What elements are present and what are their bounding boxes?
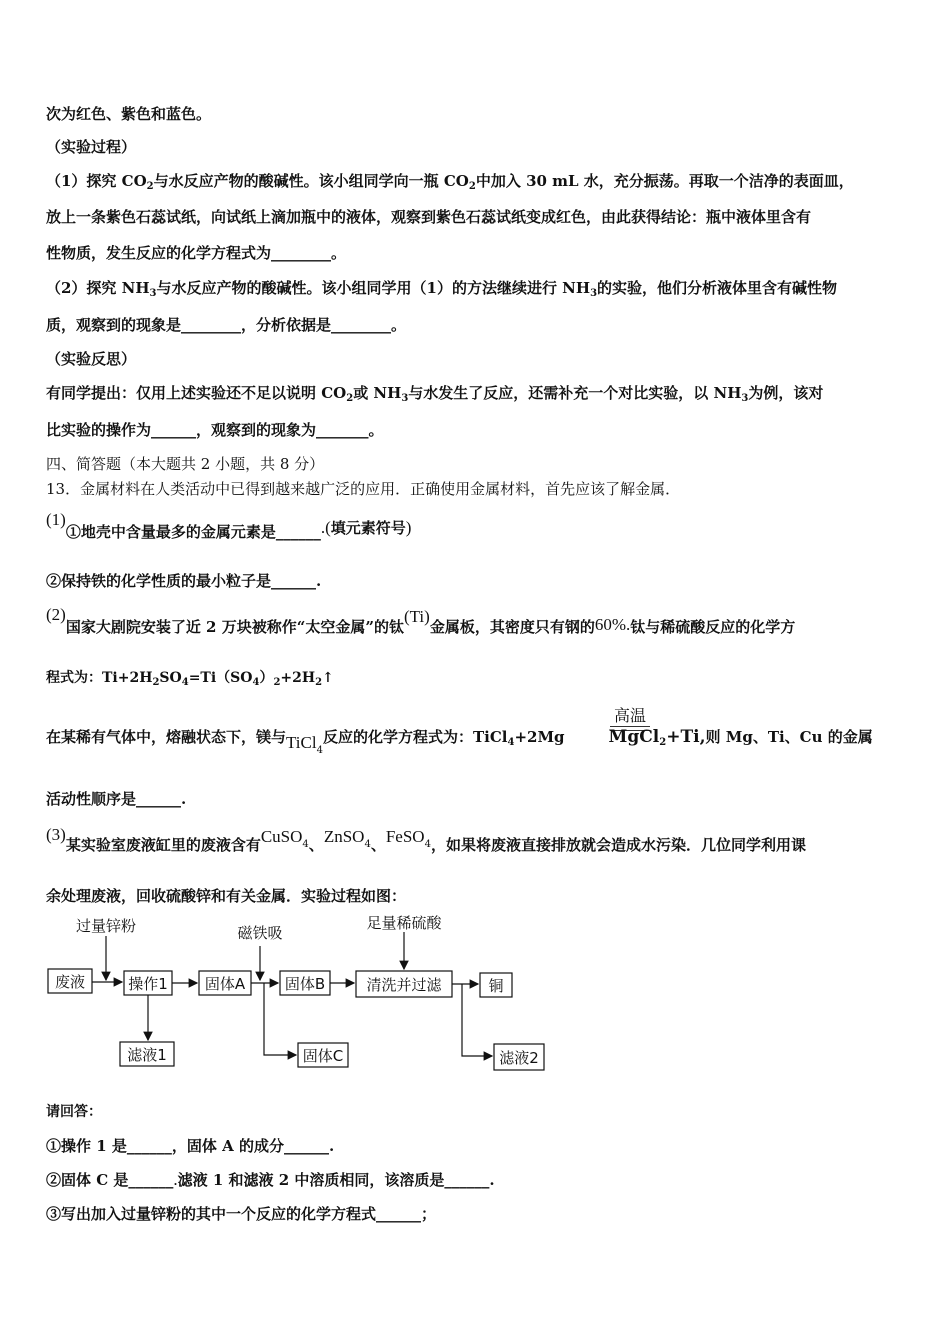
subscript: 2 (273, 677, 281, 688)
subscript: 3 (401, 393, 409, 404)
formula: ZnSO (323, 827, 365, 846)
text: （2）探究 NH (46, 279, 150, 297)
label-waste: 废液 (54, 973, 86, 991)
text: 与水反应产物的酸碱性。该小组同学向一瓶 CO (153, 172, 469, 190)
subscript: 2 (315, 677, 323, 688)
formula: +Ti, (666, 727, 706, 747)
subscript: 3 (590, 288, 598, 299)
label-solid-c: 固体C (302, 1047, 344, 1065)
reaction-condition: 高温 (613, 708, 646, 725)
text: 为例，该对 (748, 384, 824, 402)
ti-equation (46, 668, 334, 688)
label-filtrate1: 滤液1 (127, 1046, 167, 1064)
answer-1 (46, 1136, 334, 1156)
line-equation-blank (46, 243, 346, 263)
text: （实验反思） (46, 350, 137, 368)
text: 放上一条紫色石蕊试纸，向试纸上滴加瓶中的液体，观察到紫色石蕊试纸变成红色，由此获得结论：瓶中液体里含有 (46, 208, 812, 226)
text: (2) (46, 605, 66, 624)
text: ) (405, 518, 412, 537)
text: 60%. (594, 615, 631, 634)
q13-part1-2 (46, 571, 321, 591)
q13-part2 (46, 605, 796, 636)
text: 反应的化学方程式为：TiCl (322, 728, 508, 746)
text: 则 Mg、Ti、Cu 的金属 (705, 728, 873, 746)
text: 质，观察到的现象是________，分析依据是________。 (46, 316, 407, 334)
label-filtrate2: 滤液2 (499, 1049, 539, 1067)
line-phenomenon (46, 315, 406, 335)
text: 、 (308, 836, 324, 854)
subscript: 2 (346, 393, 354, 404)
text: ②固体 C 是______ (46, 1171, 174, 1189)
subscript: 2 (468, 181, 476, 192)
subscript: 4 (424, 839, 431, 850)
text: 与水反应产物的酸碱性。该小组同学用（1）的方法继续进行 NH (156, 279, 591, 297)
answer-3 (46, 1204, 436, 1224)
subscript: 4 (316, 745, 323, 756)
text: 比实验的操作为______，观察到的现象为_______。 (46, 421, 384, 439)
text: . (173, 1170, 178, 1189)
process-intro (46, 886, 406, 906)
text: 滤液 1 和滤液 2 中溶质相同，该溶质是______. (177, 1171, 495, 1189)
line-reflection (46, 383, 823, 403)
text: 请回答： (46, 1104, 102, 1120)
line-colors (46, 104, 211, 124)
question-13 (46, 479, 680, 499)
text: 与水发生了反应，还需补充一个对比实验，以 NH (408, 384, 742, 402)
flowchart (44, 912, 564, 1082)
text: ②保持铁的化学性质的最小粒子是______. (46, 572, 322, 590)
formula: MgCl (608, 727, 660, 747)
line-co2-experiment (46, 171, 854, 191)
formula: FeSO (385, 827, 425, 846)
text: 、 (370, 836, 386, 854)
label-wash: 清洗并过滤 (366, 976, 442, 994)
subscript: 3 (149, 288, 157, 299)
subscript: 2 (659, 737, 667, 748)
label-solid-a: 固体A (204, 975, 246, 993)
text: (3) (46, 825, 66, 844)
text: ①操作 1 是______，固体 A 的成分______. (46, 1137, 335, 1155)
text: 13．金属材料在人类活动中已得到越来越广泛的应用．正确使用金属材料，首先应该了解金属． (46, 480, 681, 498)
q13-part1 (46, 510, 412, 541)
text: 填元素符号 (330, 519, 406, 537)
formula: TiCl (286, 733, 317, 752)
subscript: 2 (152, 677, 160, 688)
label-magnet: 磁铁吸 (237, 924, 283, 942)
subscript: 4 (507, 737, 515, 748)
line-contrast (46, 420, 384, 440)
text: ，如果将废液直接排放就会造成水污染．几位同学利用课 (430, 836, 806, 854)
heading-reflection (46, 349, 136, 369)
subscript: 4 (302, 839, 309, 850)
text: 在某稀有气体中，熔融状态下，镁与 (46, 728, 287, 746)
text: 四、简答题（本大题共 2 小题，共 8 分） (46, 455, 325, 473)
text: 中加入 30 mL 水，充分振荡。再取一个洁净的表面皿， (475, 172, 854, 190)
text: ①地壳中含量最多的金属元素是______ (65, 523, 321, 541)
text: ↑ (322, 670, 334, 686)
subscript: 4 (252, 677, 260, 688)
section-heading (46, 454, 324, 474)
activity-order (46, 789, 186, 809)
please-answer (46, 1102, 102, 1122)
text: 余处理废液，回收硫酸锌和有关金属．实验过程如图： (46, 887, 407, 905)
text: (1) (46, 510, 66, 529)
text: 次为红色、紫色和蓝色。 (46, 105, 212, 123)
text: 性物质，发生反应的化学方程式为________。 (46, 244, 347, 262)
subscript: 4 (181, 677, 189, 688)
text: 或 NH (353, 384, 402, 402)
label-op1: 操作1 (128, 975, 168, 993)
text: 有同学提出：仅用上述实验还不足以说明 CO (46, 384, 347, 402)
text: =Ti（SO (188, 670, 253, 686)
label-copper: 铜 (488, 977, 504, 995)
line-litmus (46, 207, 811, 227)
text: .( (320, 518, 331, 537)
subscript: 3 (741, 393, 749, 404)
text: +2H (280, 670, 316, 686)
subscript: 4 (364, 839, 371, 850)
answer-2 (46, 1170, 495, 1190)
text: （实验过程） (46, 138, 137, 156)
heading-process (46, 137, 136, 157)
label-zinc: 过量锌粉 (75, 917, 137, 935)
formula: CuSO (260, 827, 303, 846)
mg-ticl4-reaction (46, 727, 873, 756)
text: (Ti) (403, 607, 430, 626)
text: 某实验室废液缸里的废液含有 (65, 836, 261, 854)
text: 活动性顺序是______. (46, 790, 187, 808)
text: 国家大剧院安装了近 2 万块被称作“太空金属”的钛 (65, 618, 404, 636)
text: SO (159, 670, 182, 686)
text: 钛与稀硫酸反应的化学方 (630, 618, 796, 636)
subscript: 2 (146, 181, 154, 192)
text: （1）探究 CO (46, 172, 147, 190)
label-acid: 足量稀硫酸 (366, 914, 442, 932)
q13-part3 (46, 825, 806, 854)
line-nh3-experiment (46, 278, 837, 298)
text: +2Mg (514, 728, 565, 746)
text: ③写出加入过量锌粉的其中一个反应的化学方程式______； (46, 1205, 437, 1223)
text: ） (259, 670, 274, 686)
text: 金属板，其密度只有钢的 (429, 618, 595, 636)
label-solid-b: 固体B (284, 975, 326, 993)
text: 程式为：Ti+2H (46, 670, 153, 686)
text: 的实验，他们分析液体里含有碱性物 (597, 279, 838, 297)
